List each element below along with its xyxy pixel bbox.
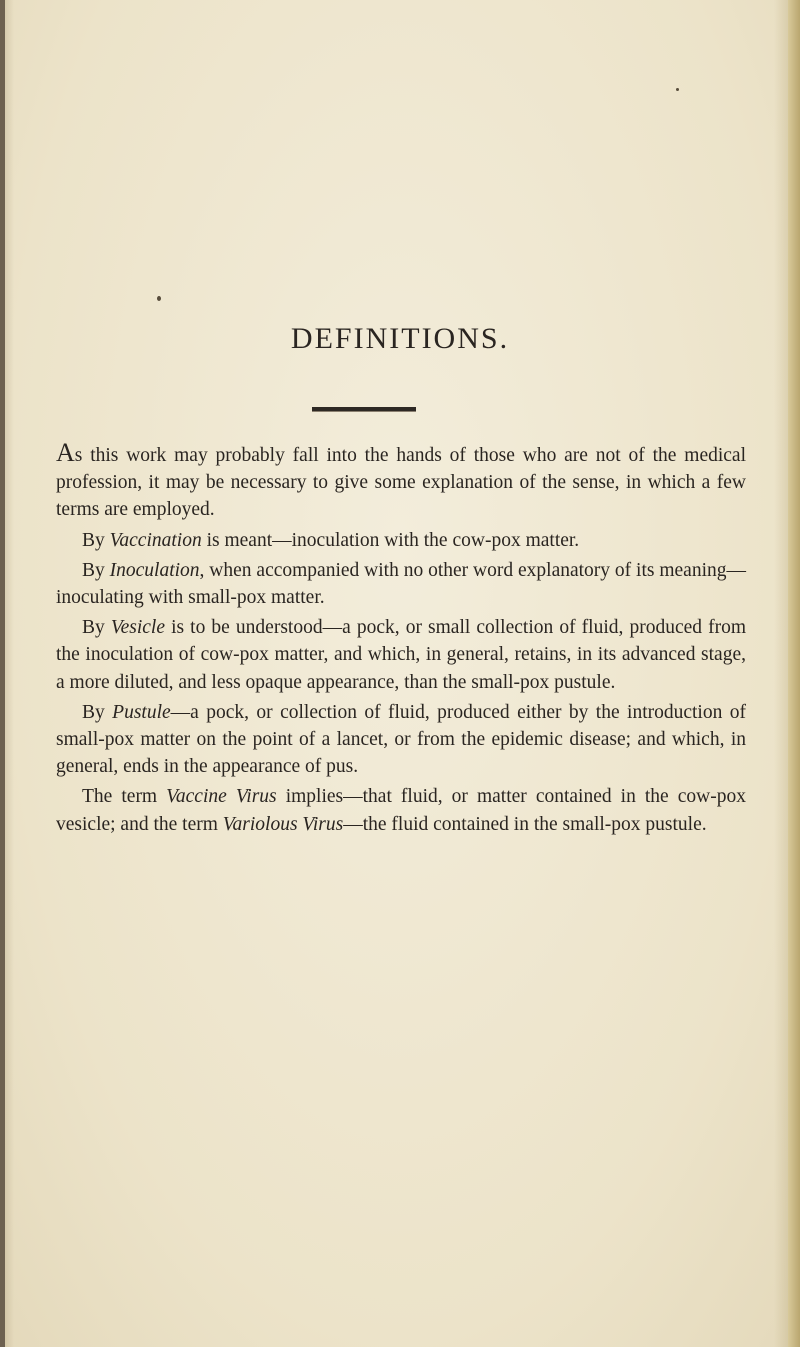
definition-text: —the fluid contained in the small-pox pustule.	[343, 813, 707, 835]
page-edge	[788, 0, 800, 1347]
definition-lead: By	[82, 701, 113, 723]
definition-vaccination	[56, 527, 746, 554]
definition-text: is meant—inoculation with the cow-pox matter.	[201, 529, 580, 551]
definition-lead: By	[82, 617, 111, 639]
term-vesicle: Vesicle	[110, 617, 165, 639]
term-inoculation: Inoculation	[109, 559, 200, 581]
definition-text: is to be understood—a pock, or small collection of fluid, produced from the inoculation of cow-pox matter, and which, in general, retains, in its advanced stage, a more diluted, and less opaque appearance, than the small-pox pustule.	[56, 617, 747, 693]
definition-text: , when accompanied with no other word explanatory of its meaning—inoculating with small-pox matter.	[56, 559, 746, 609]
ink-speck	[157, 296, 161, 301]
initial-letter: A	[56, 438, 75, 467]
ink-speck	[676, 88, 679, 91]
term-variolous-virus: Variolous Virus	[222, 813, 344, 835]
definition-pustule	[56, 699, 746, 781]
term-vaccination: Vaccination	[109, 529, 202, 551]
term-vaccine-virus: Vaccine Virus	[166, 786, 277, 808]
page-title: DEFINITIONS.	[290, 322, 510, 355]
intro-text: s this work may probably fall into the hands of those who are not of the medical profession, it may be necessary to give some explanation of the sense, in which a few terms are employed.	[56, 445, 746, 521]
definition-vesicle	[56, 614, 746, 696]
definition-lead: The term	[82, 786, 167, 808]
intro-paragraph	[56, 439, 746, 524]
title-rule	[312, 407, 416, 412]
definition-lead: By	[82, 559, 110, 581]
definition-lead: By	[82, 529, 110, 551]
definition-text: —a pock, or collection of fluid, produced either by the introduction of small-pox matter on the point of a lancet, or from the epidemic disease; and which, in general, ends in the appearance of pus.	[56, 701, 746, 778]
definition-inoculation	[56, 557, 746, 611]
definition-virus	[56, 783, 746, 837]
definitions-text	[56, 439, 746, 841]
definition-text: implies—that fluid, or matter contained in the cow-pox vesicle; and the term	[56, 786, 746, 835]
page-gutter-shadow	[0, 0, 5, 1347]
term-pustule: Pustule	[112, 701, 171, 723]
